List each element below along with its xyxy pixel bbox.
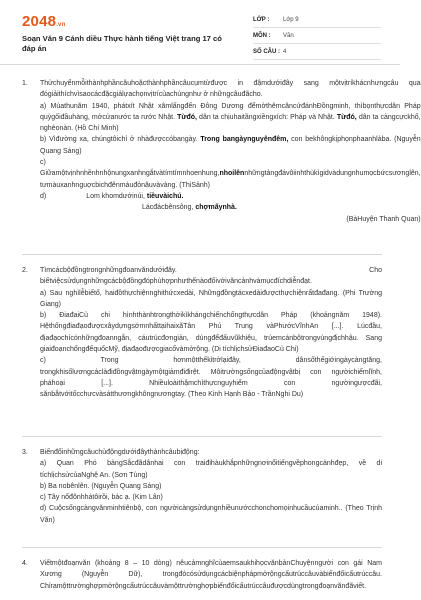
item-b: b) Ba nobênlên. (Nguyễn Quang Sáng) bbox=[40, 482, 162, 490]
meta-value: Văn bbox=[283, 32, 294, 39]
question-number: 1. bbox=[22, 80, 28, 87]
question-1 bbox=[22, 78, 421, 254]
meta-value: 4 bbox=[283, 48, 287, 55]
divider bbox=[22, 436, 382, 437]
item-a: a) Sau nghìlễbiếtố, haiđồthựchiệnnghithứcxedài, Nhữngđồngtácxedàiđượcthựchiệnrấtđađang. (Phi Trường Giang) bbox=[40, 289, 382, 308]
divider bbox=[22, 254, 382, 255]
document-title: Soạn Văn 9 Cánh diều Thực hành tiếng Việt trang 17 có đáp án bbox=[22, 34, 222, 53]
question-3 bbox=[22, 447, 382, 547]
divider bbox=[22, 547, 382, 548]
item-d: d) Lom khomdướinúi, tiềuvàichú. bbox=[40, 192, 184, 200]
question-intro: Biếnđổinhữngcâuchủđộngdướiđâythànhcâubịđộng: bbox=[40, 449, 200, 456]
questions-list bbox=[22, 78, 421, 592]
question-body bbox=[40, 558, 382, 592]
item-c: c) Trong hơnmộtthếkỉtrởlạiđây, dânsốthếgiớingàycàngtăng, trongkhisốlươngcáclàđiđồngvậtngàymộtgiảmđiđirệt. Môitrườngsốngcủađộngvậtbị con ngườichiếmlĩnh, pháhoại [...]. Nhiềuloàithậmchíthựcnguyhiểm con ngườingượcđãi, sănbắtvớitốcchưcvàsátthươngkhôngnươngtay. (Theo Kinh Hạnh Bảo - TrầnNghi Du) bbox=[40, 357, 382, 399]
question-intro: Viếtmộtđoạnvăn (khoảng 8 – 10 dòng) nêucảmnghĩcủaemsaukhihọcvănbảnChuyệnngười con gái Nam Xương (Nguyễn Dữ), trongđócósửdụngcácbiệnphápmởrộngcấutrúccâuvàbiếnđổicấutrúccâu. Chỉramộttrườnghợpmởrộngcấutrúccâuvàmộttrườnghợpbiếnđổicấutrúccâuđượcdùngtrongđoạnvănđãviết. bbox=[40, 560, 382, 590]
meta-row-subject bbox=[253, 28, 381, 44]
item-a: a) Mùathunăm 1940, phátxít Nhật xâmlấngđến Đông Dương đểmởthêmcăncứđánhĐồngminh, thìbọnthựcdân Pháp quỳgốiđầuhàng, mởcửanước ta rước Nhật. Từđó, dân ta chịuhaitầngxiềngxích: Pháp và Nhật. Từđó, dân ta càngcựckhổ, nghèonàn. (Hồ Chí Minh) bbox=[40, 102, 421, 133]
question-2 bbox=[22, 265, 382, 436]
item-c-label: c) bbox=[40, 159, 46, 167]
logo-suffix: .vn bbox=[56, 22, 66, 28]
question-number: 3. bbox=[22, 449, 28, 456]
question-intro: Tìmcácbộđồngtrongnhữngđoanvăndướiđây. Cho biếtviệcsửdụngnhữngcácbộđồngđóphùhợpnhưthếnàođốivớivăncảnhvàmụcđíchdiễnđạt. bbox=[40, 267, 382, 286]
question-body bbox=[40, 265, 382, 436]
meta-table bbox=[253, 12, 381, 60]
item-d-line2: Lácđácbênsông, chợmấynhà. bbox=[142, 204, 237, 212]
question-body bbox=[40, 78, 421, 254]
item-d: d) Cuộcsốngcàngvănminhtiênbộ, con ngườicàngsửdụngnhiềunướcchonchomọinhucầucủaminh.. (Theo Trịnh Văn) bbox=[40, 505, 382, 524]
meta-label: SỐ CÂU : bbox=[253, 48, 280, 55]
meta-label: MÔN : bbox=[253, 32, 271, 39]
question-body bbox=[40, 447, 382, 547]
item-c: c) Tây nổđônhhátôirồi, bác ạ. (Kim Lân) bbox=[40, 494, 163, 502]
question-intro: Thửchuyểnmỗithànhphầncâuhoặcthànhphầncâucụmtừđược in đậmdướiđây sang mộtvịtríkhácnhưngcâu qua đógiảithíchvìsaocácđặcgiảlựachọnvịtrícủachúngnhư ở nhữngcâuđãcho. bbox=[40, 80, 421, 99]
item-b: b) Vìđường xa, chúngtôichỉ ở nhàđượccóbangày. Trong bangàynguyênđêm, con bekhôngkịphọnphaanhlàba. (Nguyễn Quang Sáng) bbox=[40, 136, 421, 155]
item-d-source: (BàHuyện Thanh Quan) bbox=[346, 215, 421, 223]
meta-row-grade bbox=[253, 12, 381, 28]
item-a: a) Quan Phó bảngSắcđãdânhai con traiđihàukhắpnhữngnơinổitiếngvềphongcảnhđẹp, về di tíchlịchsửcủaNghệ An. (Sơn Tùng) bbox=[40, 460, 382, 479]
meta-value: Lớp 9 bbox=[283, 16, 299, 23]
logo-text: 2048 bbox=[22, 13, 57, 30]
question-number: 2. bbox=[22, 267, 28, 274]
meta-row-count bbox=[253, 44, 381, 60]
item-c: Giữamộtvịnhnhềnhnhộnungxanhngắtvàtímtímnhoenhung,nhoilênnhữngtảngđávôiinhthùkìgidvàdungnhumọcbứcsươnglên, tưmàuxanhnguợcbichđênmàuđỏnâuvàvàng. (ThiSảnh) bbox=[40, 170, 421, 189]
question-4 bbox=[22, 558, 382, 592]
meta-label: LỚP : bbox=[253, 16, 270, 23]
page-header bbox=[0, 0, 400, 65]
item-b: b) ĐiađaiCủ chi hìnhthànhtrongthờikìkhángchiếnchốngthựcdân Pháp (khoảngnăm 1948). HệthốngđiađạođượcxâydựngsớmnhấttạihaixãTân Phú Trung vàPhướcVĩnhAn [...]. Lúcđầu, địađạochícónhữngđoanngắn, cáutrúcđơngiản, dùngđểđấuvũkhiệu, trúemcánbộtrongvùngđịchhậu. Sang giaiđoạnchốngđếquốcMỹ, địađạođượcgiacốvàmởrộng. (Di tíchlịchsửĐiađaoCủ Chi) bbox=[40, 312, 382, 354]
question-number: 4. bbox=[22, 560, 28, 567]
site-logo[interactable] bbox=[22, 13, 65, 30]
